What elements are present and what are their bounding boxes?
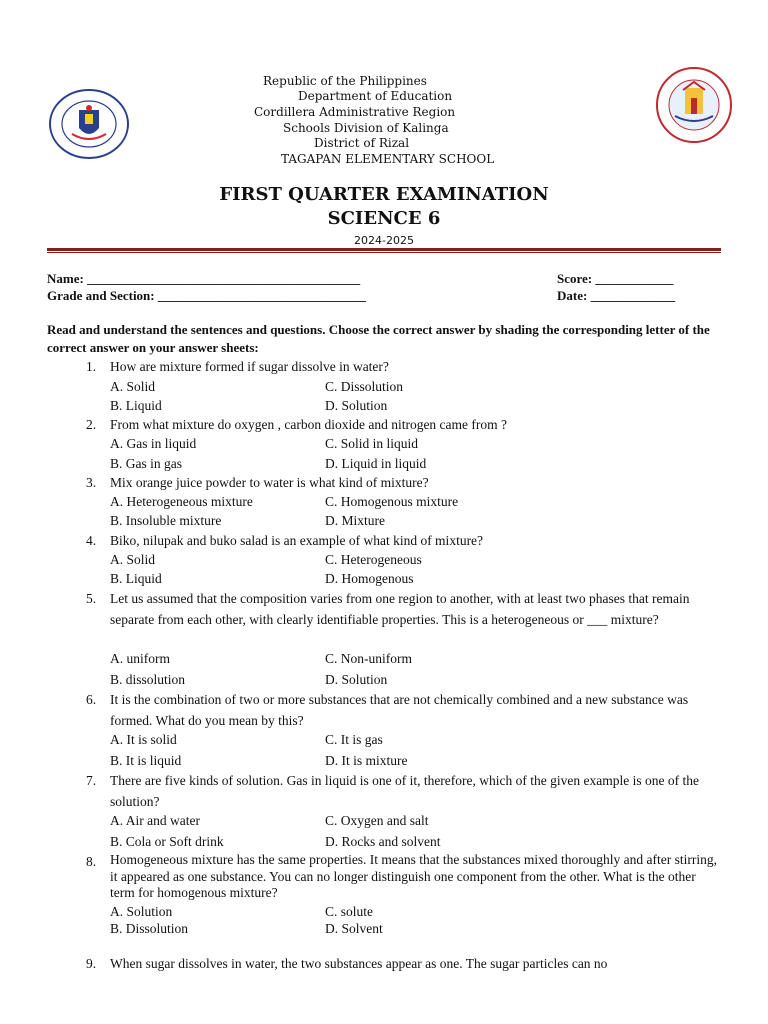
q4-option-c[interactable]: C. Heterogeneous <box>325 552 422 567</box>
header-division: Schools Division of Kalinga <box>283 121 449 135</box>
exam-year: 2024-2025 <box>354 234 414 247</box>
header-country: Republic of the Philippines <box>263 74 427 88</box>
question-number: 3. <box>86 475 97 490</box>
q7-option-c[interactable]: C. Oxygen and salt <box>325 813 429 828</box>
q2-option-a[interactable]: A. Gas in liquid <box>110 436 197 451</box>
q3-option-a[interactable]: A. Heterogeneous mixture <box>110 494 253 509</box>
q6-option-d[interactable]: D. It is mixture <box>325 753 408 768</box>
deped-seal-logo <box>48 88 130 160</box>
q3-option-d[interactable]: D. Mixture <box>325 513 385 528</box>
q6-option-b[interactable]: B. It is liquid <box>110 753 182 768</box>
question-number: 6. <box>86 692 97 707</box>
q1-option-c[interactable]: C. Dissolution <box>325 379 404 394</box>
q4-option-b[interactable]: B. Liquid <box>110 571 162 586</box>
q1-option-a[interactable]: A. Solid <box>110 379 156 394</box>
name-field[interactable]: Name: __________________________________________ <box>47 271 361 286</box>
school-logo <box>655 66 733 144</box>
q8-option-d[interactable]: D. Solvent <box>325 921 383 936</box>
question-text: Mix orange juice powder to water is what kind of mixture? <box>110 475 429 490</box>
score-field[interactable]: Score: ____________ <box>557 271 674 286</box>
question-text: It is the combination of two or more substances that are not chemically combined and a new substance was formed. What do you mean by this? <box>110 692 689 728</box>
q1-option-d[interactable]: D. Solution <box>325 398 388 413</box>
q7-option-b[interactable]: B. Cola or Soft drink <box>110 834 224 849</box>
q5-option-b[interactable]: B. dissolution <box>110 672 186 687</box>
header-district: District of Rizal <box>314 136 410 150</box>
header-school: TAGAPAN ELEMENTARY SCHOOL <box>281 152 495 166</box>
question-text: Biko, nilupak and buko salad is an example of what kind of mixture? <box>110 533 484 548</box>
q8-option-a[interactable]: A. Solution <box>110 904 173 919</box>
instructions: Read and understand the sentences and questions. Choose the correct answer by shading the corresponding letter of the correct answer on your answer sheets: <box>47 322 710 355</box>
header-divider-thin <box>47 252 721 253</box>
q7-option-a[interactable]: A. Air and water <box>110 813 200 828</box>
q3-option-b[interactable]: B. Insoluble mixture <box>110 513 222 528</box>
question-text: From what mixture do oxygen , carbon dioxide and nitrogen came from ? <box>110 417 508 432</box>
q5-option-d[interactable]: D. Solution <box>325 672 388 687</box>
date-field[interactable]: Date: _____________ <box>557 288 676 303</box>
question-text: There are five kinds of solution. Gas in liquid is one of it, therefore, which of the given example is one of the solution? <box>110 773 699 809</box>
q4-option-d[interactable]: D. Homogenous <box>325 571 414 586</box>
q8-option-c[interactable]: C. solute <box>325 904 374 919</box>
q6-option-a[interactable]: A. It is solid <box>110 732 177 747</box>
question-text: When sugar dissolves in water, the two substances appear as one. The sugar particles can no <box>110 956 608 971</box>
question-number: 4. <box>86 533 97 548</box>
q5-option-a[interactable]: A. uniform <box>110 651 170 666</box>
school-seal-icon <box>655 66 733 144</box>
header-department: Department of Education <box>298 89 453 103</box>
q4-option-a[interactable]: A. Solid <box>110 552 156 567</box>
q5-option-c[interactable]: C. Non-uniform <box>325 651 412 666</box>
exam-title: FIRST QUARTER EXAMINATION <box>219 184 549 205</box>
question-number: 7. <box>86 773 97 788</box>
q3-option-c[interactable]: C. Homogenous mixture <box>325 494 459 509</box>
q2-option-c[interactable]: C. Solid in liquid <box>325 436 419 451</box>
q1-option-b[interactable]: B. Liquid <box>110 398 162 413</box>
q8-option-b[interactable]: B. Dissolution <box>110 921 189 936</box>
q7-option-d[interactable]: D. Rocks and solvent <box>325 834 441 849</box>
question-number: 8. <box>86 854 97 869</box>
question-text: Homogeneous mixture has the same properties. It means that the substances mixed thoroughly and after stirring, it appeared as one substance. You can no longer distinguish one component from the other. What is the other term for homogenous mixture? <box>110 852 717 900</box>
question-number: 5. <box>86 591 97 606</box>
deped-seal-icon <box>48 88 130 160</box>
q2-option-b[interactable]: B. Gas in gas <box>110 456 182 471</box>
question-number: 9. <box>86 956 97 971</box>
question-number: 2. <box>86 417 97 432</box>
q2-option-d[interactable]: D. Liquid in liquid <box>325 456 427 471</box>
header-divider <box>47 248 721 251</box>
question-text: Let us assumed that the composition varies from one region to another, with at least two phases that remain separate from each other, with clearly identifiable properties. This is a heterogeneous or ___ mixture? <box>110 591 690 627</box>
question-number: 1. <box>86 359 97 374</box>
q6-option-c[interactable]: C. It is gas <box>325 732 383 747</box>
header-region: Cordillera Administrative Region <box>254 105 456 119</box>
exam-subject: SCIENCE 6 <box>327 208 441 229</box>
question-text: How are mixture formed if sugar dissolve in water? <box>110 359 389 374</box>
grade-section-field[interactable]: Grade and Section: ________________________________ <box>47 288 366 303</box>
